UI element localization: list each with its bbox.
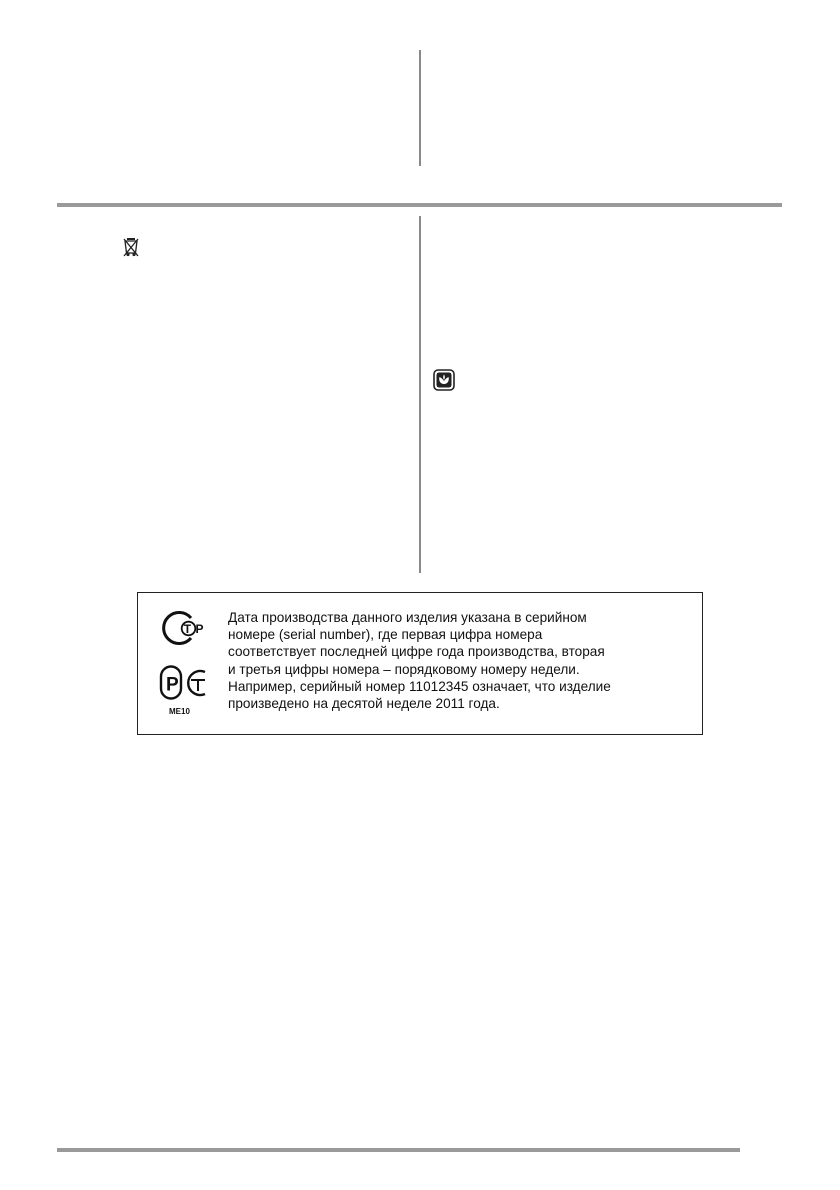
svg-text:Т: Т: [183, 622, 192, 636]
certification-mark-code: ME10: [169, 707, 190, 716]
text-line: Например, серийный номер 11012345 означает, что изделие: [228, 678, 611, 694]
production-date-explanation: [228, 609, 694, 712]
text-line: Дата производства данного изделия указана в серийном: [228, 610, 587, 625]
section-separator: [57, 203, 782, 207]
column-divider-middle: [419, 216, 421, 573]
svg-text:Р: Р: [166, 674, 179, 696]
rostest-pct-mark-icon: [158, 665, 210, 701]
crossed-out-wheelie-bin-icon: [122, 236, 140, 258]
text-line: соответствует последней цифре года производства, вторая: [228, 644, 605, 660]
svg-text:Р: Р: [195, 622, 204, 636]
footer-rule: [57, 1148, 740, 1152]
text-line: и третья цифры номера – порядковому номеру недели.: [228, 661, 580, 677]
eco-flower-icon: [433, 369, 455, 391]
certification-box: [137, 592, 703, 735]
text-line: произведено на десятой неделе 2011 года.: [228, 696, 500, 712]
column-divider-top: [419, 50, 421, 166]
gost-tr-mark-icon: [158, 609, 210, 647]
text-line: номере (serial number), где первая цифра номера: [228, 627, 543, 643]
